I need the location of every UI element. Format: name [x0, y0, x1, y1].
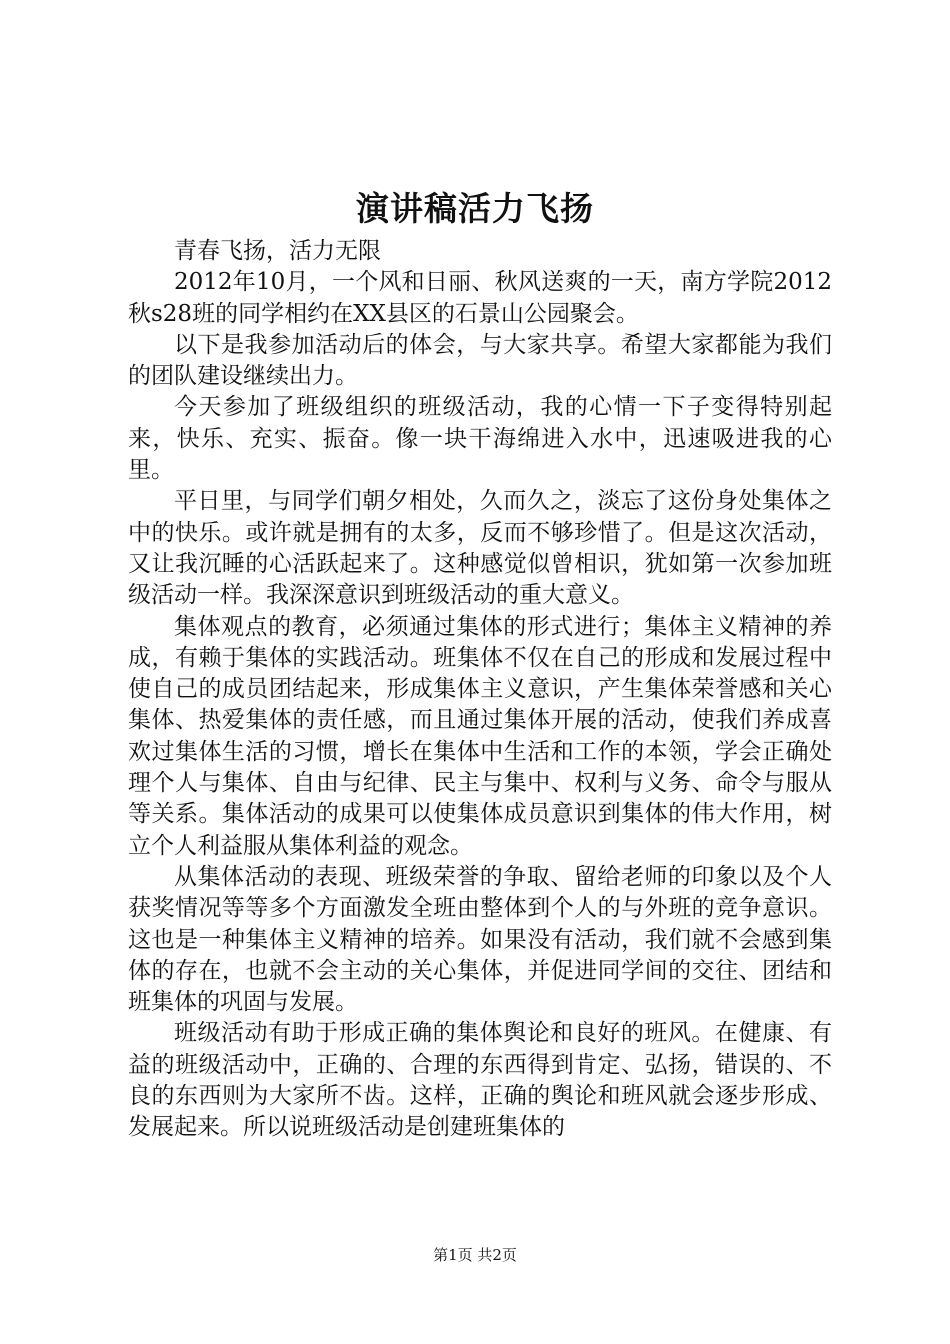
paragraph: 集体观点的教育，必须通过集体的形式进行；集体主义精神的养成，有赖于集体的实践活动。班集体不仅在自己的形成和发展过程中使自己的成员团结起来，形成集体主义意识，产生集体荣誉感和关心集体、热爱集体的责任感，而且通过集体开展的活动，使我们养成喜欢过集体生活的习惯，增长在集体中生活和工作的本领，学会正确处理个人与集体、自由与纪律、民主与集中、权利与义务、命令与服从等关系。集体活动的成果可以使集体成员意识到集体的伟大作用，树立个人利益服从集体利益的观念。 [128, 613, 832, 859]
paragraph: 班级活动有助于形成正确的集体舆论和良好的班风。在健康、有益的班级活动中，正确的、合理的东西得到肯定、弘扬，错误的、不良的东西则为大家所不齿。这样，正确的舆论和班风就会逐步形成、发展起来。所以说班级活动是创建班集体的 [128, 1020, 832, 1141]
page-number-footer: 第1页 共2页 [433, 1246, 517, 1264]
paragraph: 平日里，与同学们朝夕相处，久而久之，淡忘了这份身处集体之中的快乐。或许就是拥有的太多，反而不够珍惜了。但是这次活动，又让我沉睡的心活跃起来了。这种感觉似曾相识，犹如第一次参加班级活动一样。我深深意识到班级活动的重大意义。 [128, 488, 832, 609]
document-body [128, 236, 832, 1144]
paragraph-subtitle: 青春飞扬，活力无限 [174, 238, 381, 264]
paragraph: 以下是我参加活动后的体会，与大家共享。希望大家都能为我们的团队建设继续出力。 [128, 331, 832, 390]
paragraph: 从集体活动的表现、班级荣誉的争取、留给老师的印象以及个人获奖情况等等多个方面激发全班由整体到个人的与外班的竞争意识。这也是一种集体主义精神的培养。如果没有活动，我们就不会感到集体的存在，也就不会主动的关心集体，并促进同学间的交往、团结和班集体的巩固与发展。 [128, 863, 832, 1016]
paragraph: 今天参加了班级组织的班级活动，我的心情一下子变得特别起来，快乐、充实、振奋。像一块干海绵进入水中，迅速吸进我的心里。 [128, 394, 832, 484]
paragraph: 2012年10月，一个风和日丽、秋风送爽的一天，南方学院2012秋s28班的同学相约在XX县区的石景山公园聚会。 [128, 269, 832, 327]
document-title: 演讲稿活力飞扬 [356, 189, 594, 228]
